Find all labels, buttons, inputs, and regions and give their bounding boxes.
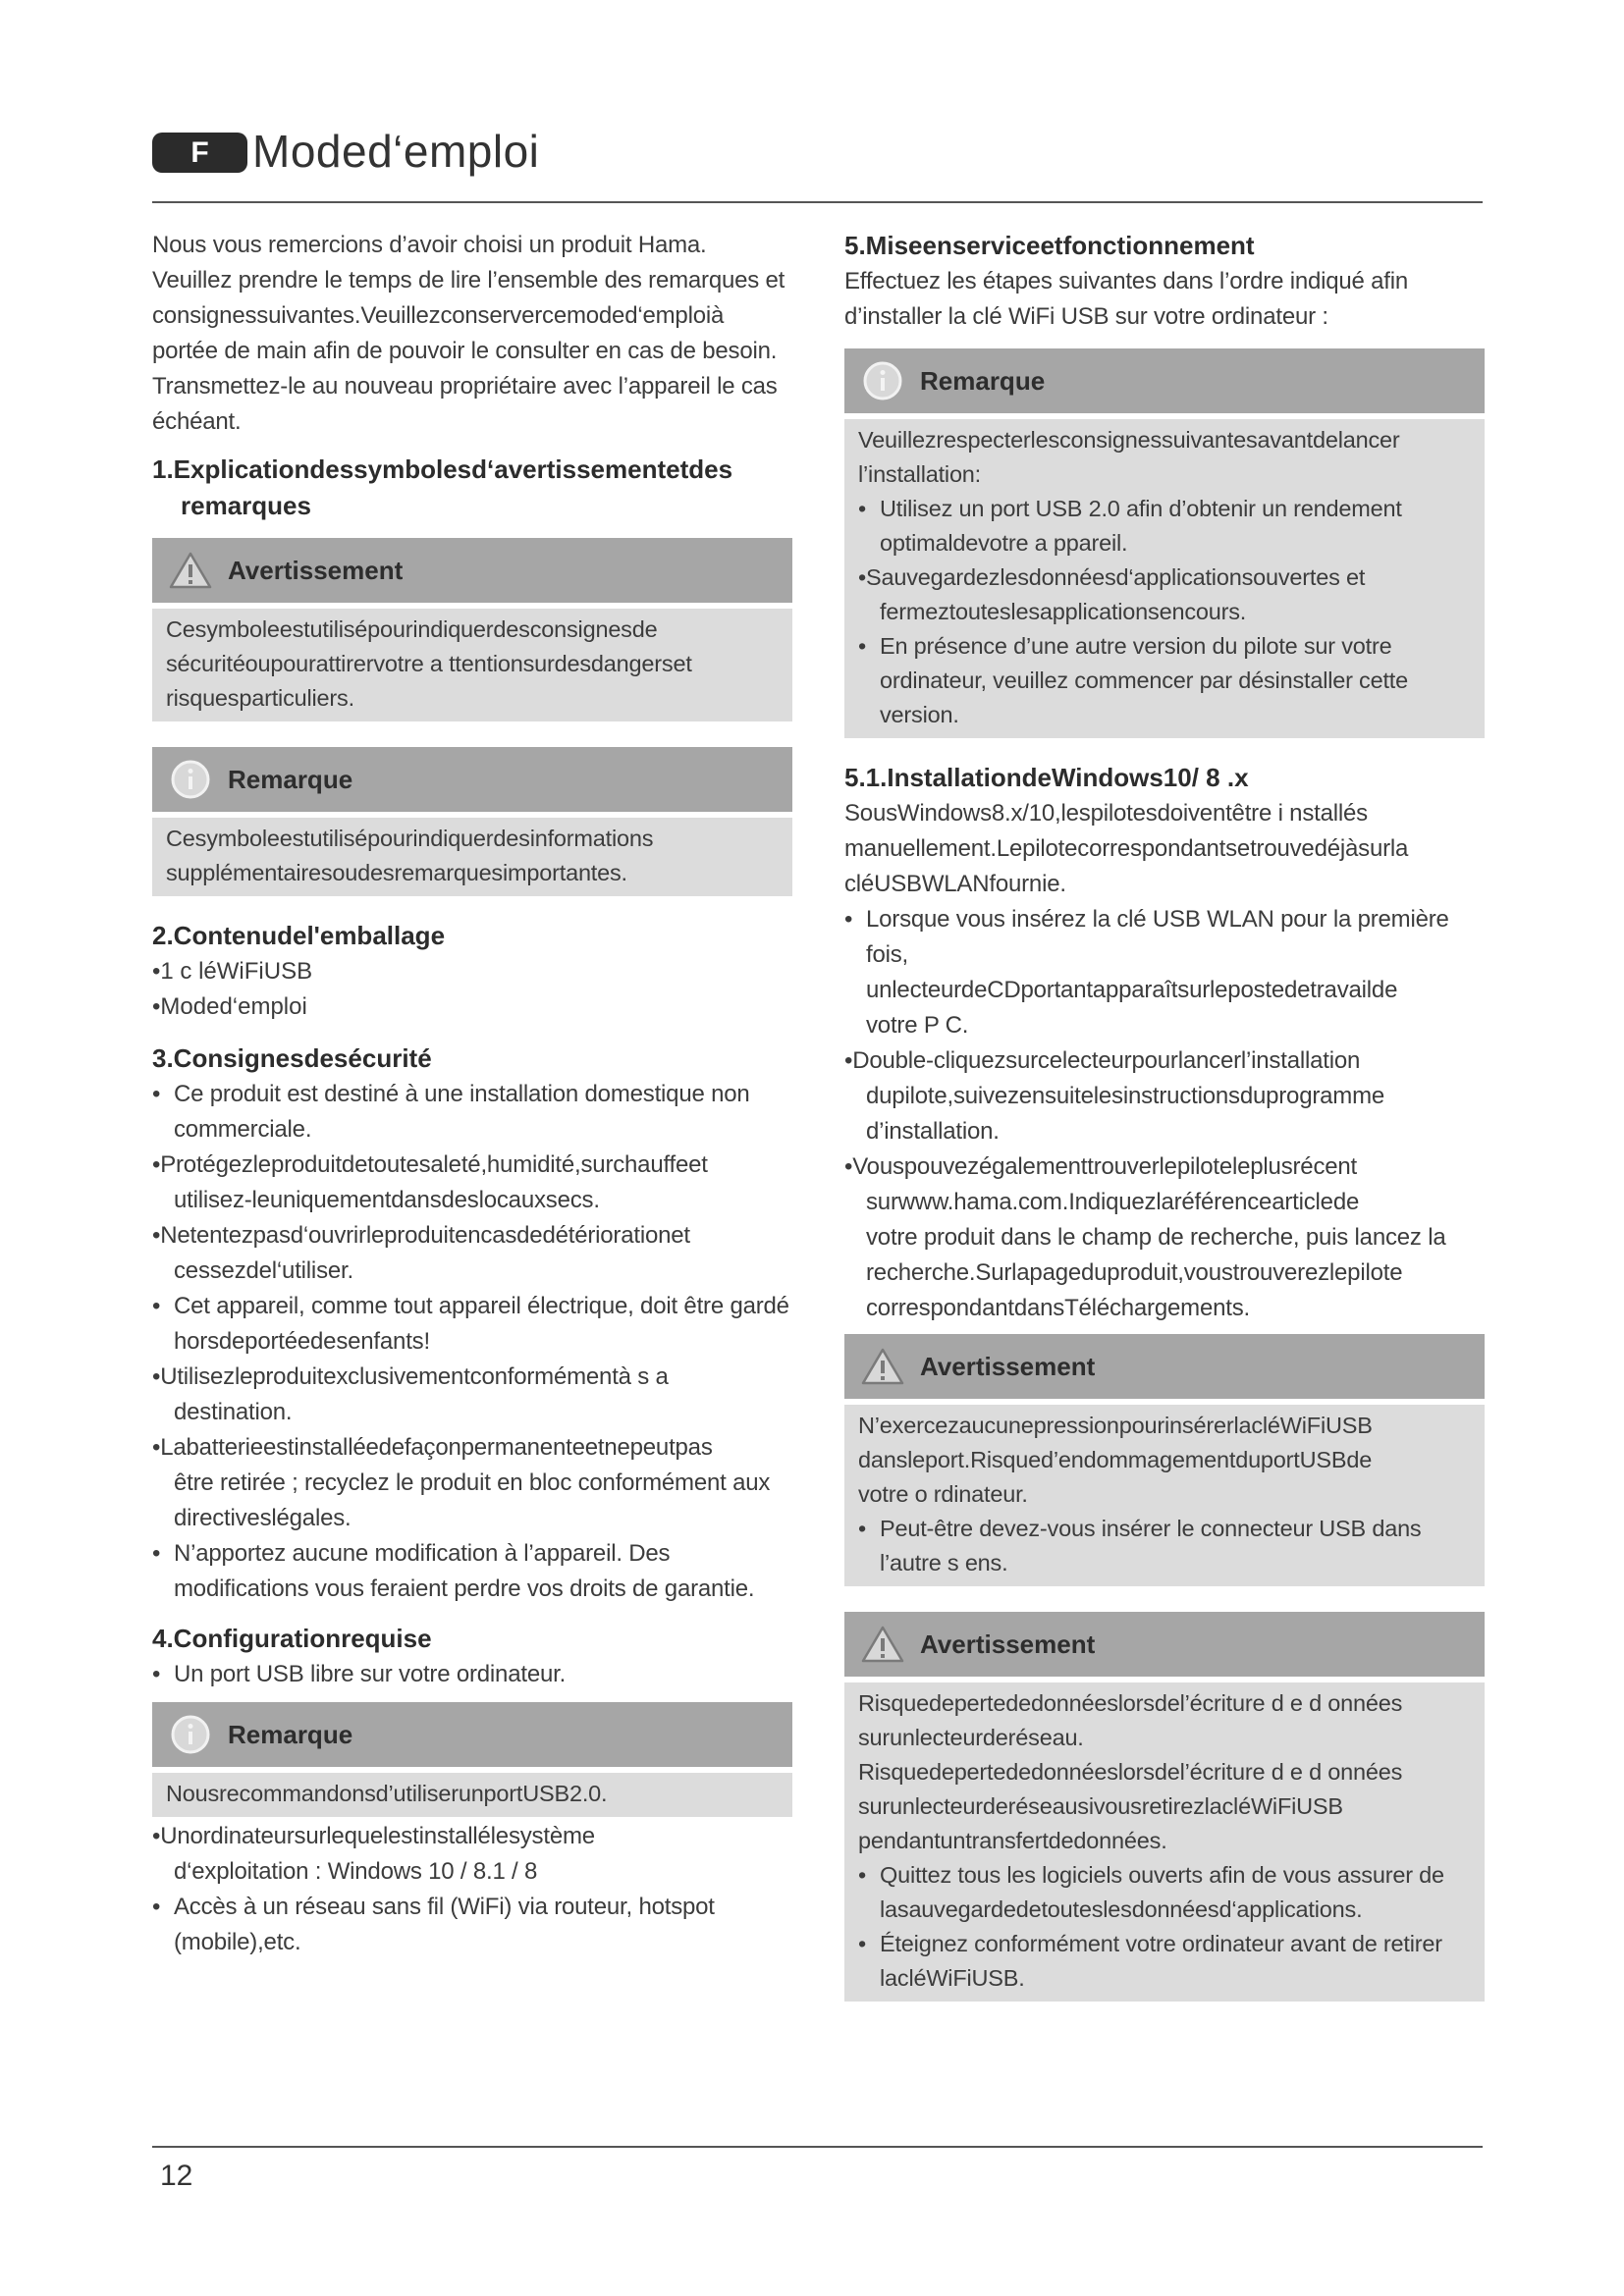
- intro-line: échéant.: [152, 408, 242, 435]
- footer-divider: [152, 2146, 1483, 2148]
- section-5-1-line: SousWindows8.x/10,lespilotesdoiventêtre i nstallés: [844, 800, 1368, 827]
- warning-text-line: N’exercezaucunepressionpourinsérerlacléWiFiUSB: [858, 1413, 1373, 1438]
- section-1-title-line2: remarques: [181, 491, 311, 520]
- warning-header: [152, 538, 792, 603]
- section-5-heading: 5.Miseenserviceetfonctionnement: [844, 231, 1255, 260]
- warning-text-line: Risquedepertededonnéeslorsdel’écriture d e d onnées: [858, 1759, 1403, 1785]
- requirement-item: • Un port USB libre sur votre ordinateur.: [152, 1661, 567, 1687]
- package-item: •1 c léWiFiUSB: [152, 958, 313, 985]
- warning-text-line: sécuritéoupourattirervotre a ttentionsurdesdangerset: [166, 651, 692, 676]
- requirement-item: • Accès à un réseau sans fil (WiFi) via routeur, hotspot (mobile),etc.: [152, 1894, 715, 1955]
- section-5-1-line: manuellement.Lepilotecorrespondantsetrouvedéjàsurla: [844, 835, 1409, 862]
- note-text-line: supplémentairesoudesremarquesimportantes.: [166, 860, 627, 885]
- note-bullet: • Utilisez un port USB 2.0 afin d’obtenir un rendement optimaldevotre a ppareil.: [858, 496, 1402, 556]
- warning-text-line: Cesymboleestutilisépourindiquerdesconsignesde: [166, 616, 658, 642]
- warning-bullet: • Peut-être devez-vous insérer le connecteur USB dans l’autre s ens.: [858, 1516, 1422, 1575]
- warning-triangle-icon: [859, 1345, 906, 1388]
- page-number: 12: [160, 2160, 193, 2192]
- note-label: Remarque: [228, 1719, 353, 1749]
- safety-item: • N’apportez aucune modification à l’appareil. Des modifications vous feraient perdre vos droits de garantie.: [152, 1540, 755, 1602]
- warning-box: [844, 1612, 1485, 2002]
- language-badge: F: [152, 133, 247, 173]
- intro-line: Veuillez prendre le temps de lire l’ensemble des remarques et: [152, 267, 785, 294]
- install-step: • Lorsque vous insérez la clé USB WLAN pour la première fois, unlecteurdeCDportantapparaîtsurlepostedetravailde votre P C.: [844, 906, 1449, 1039]
- warning-header: [844, 1612, 1485, 1677]
- warning-text-line: dansleport.Risqued’endommagementduportUSBde: [858, 1447, 1373, 1472]
- header-divider: [152, 201, 1483, 203]
- warning-label: Avertissement: [228, 555, 404, 585]
- section-5-intro-line: Effectuez les étapes suivantes dans l’ordre indiqué afin: [844, 268, 1409, 294]
- note-bullet: •Sauvegardezlesdonnéesd‘applicationsouvertes et fermeztouteslesapplicationsencours.: [858, 564, 1366, 624]
- install-step: •Double-cliquezsurcelecteurpourlancerl’installation dupilote,suivezensuitelesinstructionsduprogramme d’installation.: [844, 1047, 1385, 1145]
- warning-body: [844, 1405, 1485, 1586]
- section-1-heading: [152, 452, 792, 524]
- note-label: Remarque: [920, 365, 1046, 396]
- warning-box: [844, 1334, 1485, 1586]
- note-label: Remarque: [228, 764, 353, 794]
- warning-bullet: • Éteignez conformément votre ordinateur avant de retirer lacléWiFiUSB.: [858, 1931, 1442, 1991]
- safety-item: •Protégezleproduitdetoutesaleté,humidité,surchauffeet utilisez-leuniquementdansdeslocauxsecs.: [152, 1151, 708, 1213]
- section-5-1-heading: 5.1.InstallationdeWindows10/ 8 .x: [844, 763, 1249, 792]
- warning-header: [844, 1334, 1485, 1399]
- info-circle-icon: [167, 1713, 214, 1756]
- section-5-1-line: cléUSBWLANfournie.: [844, 871, 1066, 897]
- note-body: [152, 1773, 792, 1817]
- note-box: [152, 1702, 792, 1817]
- section-4-heading: 4.Configurationrequise: [152, 1624, 432, 1653]
- warning-text-line: risquesparticuliers.: [166, 685, 354, 711]
- package-item: •Moded‘emploi: [152, 993, 307, 1020]
- intro-line: portée de main afin de pouvoir le consulter en cas de besoin.: [152, 338, 778, 364]
- intro-line: Nous vous remercions d’avoir choisi un produit Hama.: [152, 232, 707, 258]
- warning-text-line: votre o rdinateur.: [858, 1481, 1028, 1507]
- warning-box: [152, 538, 792, 721]
- warning-triangle-icon: [167, 549, 214, 592]
- warning-text-line: Risquedepertededonnéeslorsdel’écriture d e d onnées: [858, 1690, 1403, 1716]
- left-column: [152, 228, 792, 1960]
- intro-line: Transmettez-le au nouveau propriétaire avec l’appareil le cas: [152, 373, 778, 400]
- safety-item: • Cet appareil, comme tout appareil électrique, doit être gardé horsdeportéedesenfants!: [152, 1293, 789, 1355]
- warning-label: Avertissement: [920, 1351, 1096, 1381]
- note-text-line: Cesymboleestutilisépourindiquerdesinformations: [166, 826, 654, 851]
- safety-item: •Utilisezleproduitexclusivementconformémentà s a destination.: [152, 1363, 669, 1425]
- right-column: [844, 228, 1485, 2002]
- note-bullet: • En présence d’une autre version du pilote sur votre ordinateur, veuillez commencer par désinstaller cette version.: [858, 633, 1409, 727]
- section-1-title-line1: 1.Explicationdessymbolesd‘avertissementetdes: [152, 454, 733, 484]
- note-header: [152, 1702, 792, 1767]
- warning-triangle-icon: [859, 1623, 906, 1666]
- warning-body: [152, 609, 792, 721]
- info-circle-icon: [859, 359, 906, 402]
- page-title: Moded‘emploi: [252, 126, 540, 177]
- section-2-heading: 2.Contenudel'emballage: [152, 921, 446, 950]
- safety-item: •Netentezpasd‘ouvrirleproduitencasdedétériorationet cessezdel‘utiliser.: [152, 1222, 690, 1284]
- note-text-line: l’installation:: [858, 461, 982, 487]
- note-box: [844, 348, 1485, 738]
- safety-item: •Labatterieestinstalléedefaçonpermanenteetnepeutpas être retirée ; recyclez le produit en bloc conformément aux directiveslégales.: [152, 1434, 771, 1531]
- warning-label: Avertissement: [920, 1629, 1096, 1659]
- warning-text-line: pendantuntransfertdedonnées.: [858, 1828, 1167, 1853]
- note-header: [844, 348, 1485, 413]
- intro-line: consignessuivantes.Veuillezconservercemoded‘emploià: [152, 302, 725, 329]
- note-header: [152, 747, 792, 812]
- install-step: •Vouspouvezégalementtrouverlepiloteleplusrécent surwww.hama.com.Indiquezlaréférencearticlede votre produit dans le champ de recherche, puis lancez la recherche.Surlapageduproduit,voustrouverezlepilote correspondantdansTéléchargements.: [844, 1153, 1446, 1321]
- note-body: [152, 818, 792, 896]
- intro-paragraph: [152, 228, 792, 440]
- section-3-heading: 3.Consignesdesécurité: [152, 1043, 432, 1073]
- warning-text-line: surunlecteurderéseausivousretirezlacléWiFiUSB: [858, 1793, 1343, 1819]
- info-circle-icon: [167, 758, 214, 801]
- note-body: [844, 419, 1485, 738]
- note-text-line: Nousrecommandonsd’utiliserunportUSB2.0.: [166, 1781, 608, 1806]
- requirement-item: •Unordinateursurlequelestinstallélesystème d‘exploitation : Windows 10 / 8.1 / 8: [152, 1823, 595, 1885]
- warning-body: [844, 1682, 1485, 2002]
- warning-bullet: • Quittez tous les logiciels ouverts afin de vous assurer de lasauvegardedetouteslesdonnéesd‘applications.: [858, 1862, 1444, 1922]
- section-5-intro-line: d’installer la clé WiFi USB sur votre ordinateur :: [844, 303, 1328, 330]
- note-text-line: Veuillezrespecterlesconsignessuivantesavantdelancer: [858, 427, 1400, 453]
- warning-text-line: surunlecteurderéseau.: [858, 1725, 1084, 1750]
- note-box: [152, 747, 792, 896]
- safety-item: • Ce produit est destiné à une installation domestique non commerciale.: [152, 1081, 750, 1143]
